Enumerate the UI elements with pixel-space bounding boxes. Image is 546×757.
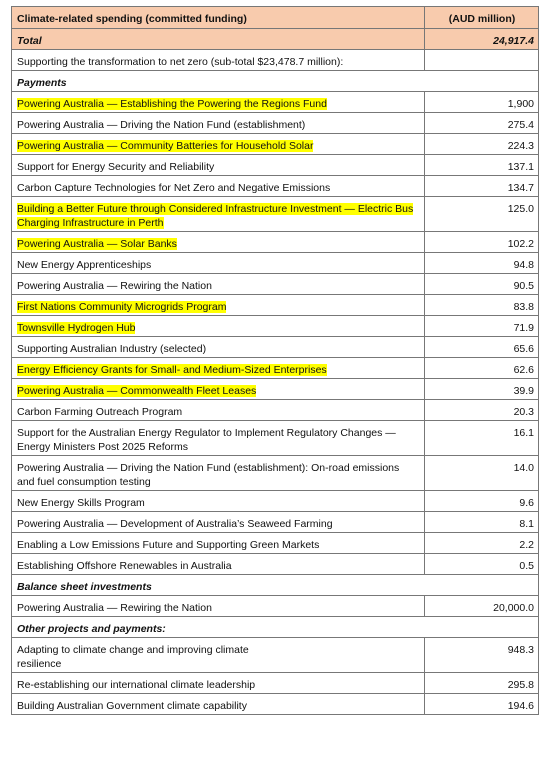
payment-row [12, 253, 539, 274]
table-body [12, 7, 539, 715]
payment-row [12, 316, 539, 337]
payment-row-label-cell [12, 379, 425, 400]
header-row [12, 7, 539, 29]
other-row-label-cell [12, 694, 425, 715]
payment-row-label: New Energy Apprenticeships [17, 259, 152, 271]
payment-row-value: 9.6 [425, 491, 539, 512]
total-label: Total [12, 29, 425, 50]
payment-row-label: First Nations Community Microgrids Program [17, 301, 227, 313]
intro-value-cell [425, 50, 539, 71]
payment-row-label: Powering Australia — Driving the Nation Fund (establishment): On-road emissions and fuel consumption testing [17, 462, 400, 488]
payment-row-label: Support for the Australian Energy Regulator to Implement Regulatory Changes — Energy Ministers Post 2025 Reforms [17, 427, 396, 453]
other-heading: Other projects and payments: [12, 617, 539, 638]
payment-row [12, 337, 539, 358]
payment-row [12, 379, 539, 400]
total-value: 24,917.4 [425, 29, 539, 50]
payment-row [12, 92, 539, 113]
balance-row-value: 20,000.0 [425, 596, 539, 617]
balance-row [12, 596, 539, 617]
payment-row-label-cell [12, 512, 425, 533]
payment-row-label-cell [12, 533, 425, 554]
balance-row-label: Powering Australia — Rewiring the Nation [17, 602, 212, 614]
payment-row-value: 137.1 [425, 155, 539, 176]
payment-row-value: 1,900 [425, 92, 539, 113]
payment-row-label-cell [12, 134, 425, 155]
payment-row-value: 71.9 [425, 316, 539, 337]
payment-row [12, 232, 539, 253]
payment-row-label: Carbon Farming Outreach Program [17, 406, 183, 418]
payment-row-value: 94.8 [425, 253, 539, 274]
payment-row-value: 125.0 [425, 197, 539, 232]
payment-row [12, 400, 539, 421]
payment-row-label: New Energy Skills Program [17, 497, 145, 509]
payment-row [12, 113, 539, 134]
payment-row-value: 16.1 [425, 421, 539, 456]
other-row-label: Building Australian Government climate capability [17, 700, 247, 712]
other-row-label-cell [12, 638, 425, 673]
payment-row-value: 65.6 [425, 337, 539, 358]
payment-row [12, 197, 539, 232]
payment-row-label: Powering Australia — Community Batteries for Household Solar [17, 140, 314, 152]
balance-row-label-cell [12, 596, 425, 617]
payment-row-label: Carbon Capture Technologies for Net Zero and Negative Emissions [17, 182, 331, 194]
payment-row-label-cell [12, 491, 425, 512]
header-unit: (AUD million) [425, 7, 539, 29]
other-row [12, 673, 539, 694]
other-row-value: 194.6 [425, 694, 539, 715]
payment-row [12, 554, 539, 575]
payment-row [12, 533, 539, 554]
payment-row [12, 358, 539, 379]
intro-row [12, 50, 539, 71]
payment-row-label: Powering Australia — Commonwealth Fleet Leases [17, 385, 257, 397]
other-row [12, 638, 539, 673]
other-heading-row [12, 617, 539, 638]
payment-row-label-cell [12, 113, 425, 134]
other-row-label-cell [12, 673, 425, 694]
payment-row-label: Supporting Australian Industry (selected) [17, 343, 207, 355]
payment-row-value: 0.5 [425, 554, 539, 575]
other-row-label: Re-establishing our international climate leadership [17, 679, 256, 691]
payment-row-label: Powering Australia — Establishing the Powering the Regions Fund [17, 98, 327, 110]
header-label: Climate-related spending (committed funding) [12, 7, 425, 29]
climate-spending-table [11, 6, 539, 715]
payment-row-value: 90.5 [425, 274, 539, 295]
payment-row [12, 512, 539, 533]
payment-row-label: Townsville Hydrogen Hub [17, 322, 136, 334]
payment-row [12, 295, 539, 316]
payment-row-value: 134.7 [425, 176, 539, 197]
other-row-value: 948.3 [425, 638, 539, 673]
payment-row-value: 8.1 [425, 512, 539, 533]
payment-row [12, 456, 539, 491]
payment-row-label-cell [12, 316, 425, 337]
payment-row-label: Energy Efficiency Grants for Small- and Medium-Sized Enterprises [17, 364, 327, 376]
payment-row-label-cell [12, 253, 425, 274]
payment-row-label: Powering Australia — Rewiring the Nation [17, 280, 212, 292]
payment-row-value: 83.8 [425, 295, 539, 316]
payment-row-label-cell [12, 92, 425, 113]
payment-row-value: 14.0 [425, 456, 539, 491]
payment-row [12, 176, 539, 197]
payment-row-label: Powering Australia — Driving the Nation Fund (establishment) [17, 119, 306, 131]
total-row [12, 29, 539, 50]
payment-row-label: Enabling a Low Emissions Future and Supporting Green Markets [17, 539, 320, 551]
payment-row-label-cell [12, 155, 425, 176]
payment-row-label-cell [12, 358, 425, 379]
intro-text: Supporting the transformation to net zero (sub-total $23,478.7 million): [12, 50, 425, 71]
balance-heading-row [12, 575, 539, 596]
payment-row [12, 155, 539, 176]
payment-row [12, 491, 539, 512]
payment-row-label-cell [12, 400, 425, 421]
climate-spending-table-container [11, 6, 539, 715]
payment-row-value: 20.3 [425, 400, 539, 421]
payment-row [12, 421, 539, 456]
payment-row-label-cell [12, 295, 425, 316]
payment-row-label-cell [12, 554, 425, 575]
payment-row-value: 39.9 [425, 379, 539, 400]
payment-row-label: Support for Energy Security and Reliability [17, 161, 215, 173]
payment-row-value: 224.3 [425, 134, 539, 155]
payment-row-label: Establishing Offshore Renewables in Australia [17, 560, 232, 572]
payment-row-label-cell [12, 421, 425, 456]
other-row [12, 694, 539, 715]
other-row-label: Adapting to climate change and improving climate resilience [17, 644, 249, 670]
payment-row-label: Powering Australia — Development of Australia’s Seaweed Farming [17, 518, 333, 530]
payment-row-label-cell [12, 456, 425, 491]
payment-row-label-cell [12, 337, 425, 358]
payment-row-label-cell [12, 232, 425, 253]
payment-row-value: 2.2 [425, 533, 539, 554]
payment-row-value: 62.6 [425, 358, 539, 379]
balance-heading: Balance sheet investments [12, 575, 539, 596]
payment-row-label-cell [12, 274, 425, 295]
payment-row-value: 102.2 [425, 232, 539, 253]
payment-row-value: 275.4 [425, 113, 539, 134]
other-row-value: 295.8 [425, 673, 539, 694]
payment-row-label-cell [12, 176, 425, 197]
payments-heading-row [12, 71, 539, 92]
payment-row [12, 134, 539, 155]
payment-row-label: Building a Better Future through Considered Infrastructure Investment — Electric Bus Charging Infrastructure in Perth [17, 203, 414, 229]
payments-heading: Payments [12, 71, 539, 92]
payment-row [12, 274, 539, 295]
payment-row-label: Powering Australia — Solar Banks [17, 238, 177, 250]
payment-row-label-cell [12, 197, 425, 232]
